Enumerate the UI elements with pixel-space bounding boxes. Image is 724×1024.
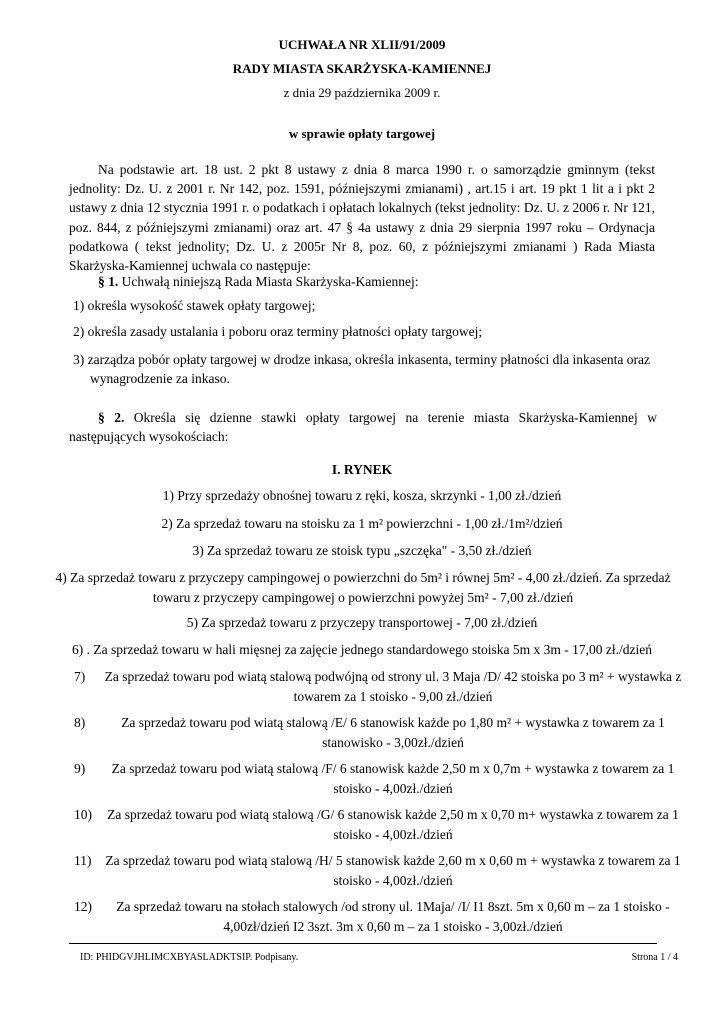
item-text: Za sprzedaż towaru pod wiatą stalową podwójną od strony ul. 3 Maja /D/ 42 stoiska po 3 m² + wystawka z towarem za 1 stoisko - 9,00 zł./dzień	[104, 669, 682, 704]
paragraph-1-item: 1) określa wysokość stawek opłaty targowej;	[73, 298, 316, 313]
item-text: Za sprzedaż towaru pod wiatą stalową /F/ 6 stanowisk każde 2,50 m x 0,7m + wystawka z towarem za 1 stoisko - 4,00zł./dzień	[111, 761, 675, 796]
item-text: Za sprzedaż towaru pod wiatą stalową /H/ 5 stanowisk każde 2,60 m x 0,60 m + wystawka z towarem za 1 stoisko - 4,00zł./dzień	[105, 853, 681, 888]
page-number: Strona 1 / 4	[631, 952, 678, 963]
rate-item: 2) Za sprzedaż towaru na stoisku za 1 m² powierzchni - 1,00 zł./1m²/dzień	[161, 516, 563, 531]
section-title: I. RYNEK	[331, 462, 393, 477]
intro-paragraph: Na podstawie art. 18 ust. 2 pkt 8 ustawy z dnia 8 marca 1990 r. o samorządzie gminnym (tekst jednolity: Dz. U. z 2001 r. Nr 142, poz. 1591, późniejszymi zmianami) , art.15 i art. 19 pkt 1 lit a i pkt 2 ustawy z dnia 12 stycznia 1991 r. o podatkach i opłatach lokalnych (tekst jednolity: Dz. U. z 2006 r. Nr 121, poz. 844, z późniejszymi zmianami) oraz art. 47 § 4a ustawy z dnia 29 sierpnia 1997 roku – Ordynacja podatkowa ( tekst jednolity; Dz. U. z 2005r Nr 8, poz. 60, z późniejszymi zmianami ) Rada Miasta Skarżyska-Kamiennej uchwala co następuje:	[69, 162, 655, 274]
paragraph-1-mark: § 1.	[98, 274, 119, 289]
item-text: Za sprzedaż towaru pod wiatą stalową /E/ 6 stanowisk każde po 1,80 m² + wystawka z towarem za 1 stanowisko - 3,00zł./dzień	[121, 715, 665, 750]
paragraph-1	[98, 272, 658, 291]
council-name: RADY MIASTA SKARŻYSKA-KAMIENNEJ	[232, 61, 492, 76]
footer-divider	[69, 943, 657, 944]
paragraph-1-item: 2) określa zasady ustalania i poboru oraz terminy płatności opłaty targowej;	[73, 324, 483, 339]
paragraph-2-text: Określa się dzienne stawki opłaty targowej na terenie miasta Skarżyska-Kamiennej w następujących wysokościach:	[69, 410, 658, 445]
paragraph-2	[69, 408, 657, 446]
paragraph-1-text: Uchwałą niniejszą Rada Miasta Skarżyska-Kamiennej:	[118, 274, 419, 289]
item-number: 7)	[74, 669, 86, 684]
rate-item: 5) Za sprzedaż towaru z przyczepy transportowej - 7,00 zł./dzień	[186, 615, 538, 630]
resolution-subject: w sprawie opłaty targowej	[288, 126, 436, 141]
resolution-date: z dnia 29 października 2009 r.	[283, 85, 441, 100]
item-number: 10)	[74, 807, 92, 822]
resolution-title: UCHWAŁA NR XLII/91/2009	[278, 37, 446, 52]
paragraph-1-item-line: wynagrodzenie za inkaso.	[90, 371, 230, 386]
rate-item: 4) Za sprzedaż towaru z przyczepy campingowej o powierzchni do 5m² i równej 5m² - 4,00 zł./dzień. Za sprzedaż towaru z przyczepy campingowej o powierzchni powyżej 5m² - 7,00 zł./dzień	[55, 570, 671, 605]
item-text: Za sprzedaż towaru na stołach stalowych /od strony ul. 1Maja/ /I/ I1 8szt. 5m x 0,60 m – za 1 stoisko - 4,00zł/dzień I2 3szt. 3m x 0,60 m – za 1 stoisko - 3,00zł./dzień	[116, 899, 670, 934]
paragraph-2-mark: § 2.	[98, 410, 125, 425]
rate-item: 3) Za sprzedaż towaru ze stoisk typu „szczęka" - 3,50 zł./dzień	[192, 543, 532, 558]
paragraph-1-item-line: 3) zarządza pobór opłaty targowej w drodze inkasa, określa inkasenta, terminy płatności dla inkasenta oraz	[73, 352, 651, 367]
item-number: 11)	[74, 853, 92, 868]
rate-item: 1) Przy sprzedaży obnośnej towaru z ręki, kosza, skrzynki - 1,00 zł./dzień	[162, 488, 562, 503]
item-text: Za sprzedaż towaru pod wiatą stalową /G/ 6 stanowisk każde 2,50 m x 0,70 m+ wystawka z towarem za 1 stoisko - 4,00zł./dzień	[107, 807, 679, 842]
paragraph-1-item	[73, 350, 663, 388]
item-number: 8)	[74, 715, 86, 730]
item-number: 12)	[74, 899, 92, 914]
document-id: ID: PHIDGVJHLIMCXBYASLADKTSIP. Podpisany.	[80, 952, 299, 963]
rate-item: 6) . Za sprzedaż towaru w hali mięsnej za zajęcie jednego standardowego stoiska 5m x 3m - 17,00 zł./dzień	[72, 642, 652, 657]
item-number: 9)	[74, 761, 86, 776]
